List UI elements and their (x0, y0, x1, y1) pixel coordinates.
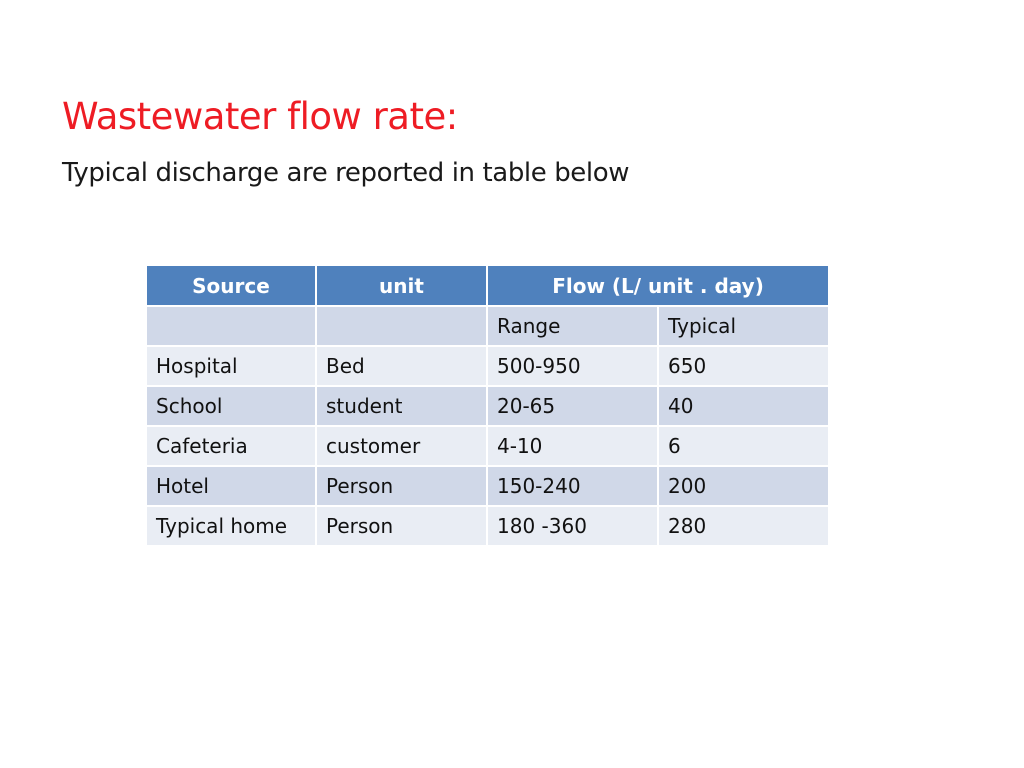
cell-unit: Person (316, 466, 487, 506)
cell-range: 500-950 (487, 346, 658, 386)
subheader-unit (316, 306, 487, 346)
table-subheader-row (146, 306, 829, 346)
table-row (146, 466, 829, 506)
table-header (146, 265, 829, 306)
slide-title: Wastewater flow rate: (62, 95, 458, 138)
cell-range: 20-65 (487, 386, 658, 426)
cell-range: 4-10 (487, 426, 658, 466)
header-flow: Flow (L/ unit . day) (487, 265, 829, 306)
cell-range: 180 -360 (487, 506, 658, 546)
table-row (146, 346, 829, 386)
cell-typical: 200 (658, 466, 829, 506)
subheader-typical: Typical (658, 306, 829, 346)
cell-unit: customer (316, 426, 487, 466)
subheader-range: Range (487, 306, 658, 346)
table-header-row (146, 265, 829, 306)
cell-unit: student (316, 386, 487, 426)
slide-subtitle: Typical discharge are reported in table below (62, 158, 630, 188)
table-body (146, 306, 829, 546)
cell-unit: Bed (316, 346, 487, 386)
cell-range: 150-240 (487, 466, 658, 506)
header-source: Source (146, 265, 316, 306)
cell-typical: 6 (658, 426, 829, 466)
cell-typical: 650 (658, 346, 829, 386)
cell-source: Typical home (146, 506, 316, 546)
cell-unit: Person (316, 506, 487, 546)
cell-typical: 40 (658, 386, 829, 426)
table-row (146, 426, 829, 466)
cell-source: Hotel (146, 466, 316, 506)
flow-rate-table (145, 264, 830, 547)
cell-source: Cafeteria (146, 426, 316, 466)
cell-typical: 280 (658, 506, 829, 546)
subheader-source (146, 306, 316, 346)
table-row (146, 386, 829, 426)
cell-source: School (146, 386, 316, 426)
header-unit: unit (316, 265, 487, 306)
table-row (146, 506, 829, 546)
cell-source: Hospital (146, 346, 316, 386)
